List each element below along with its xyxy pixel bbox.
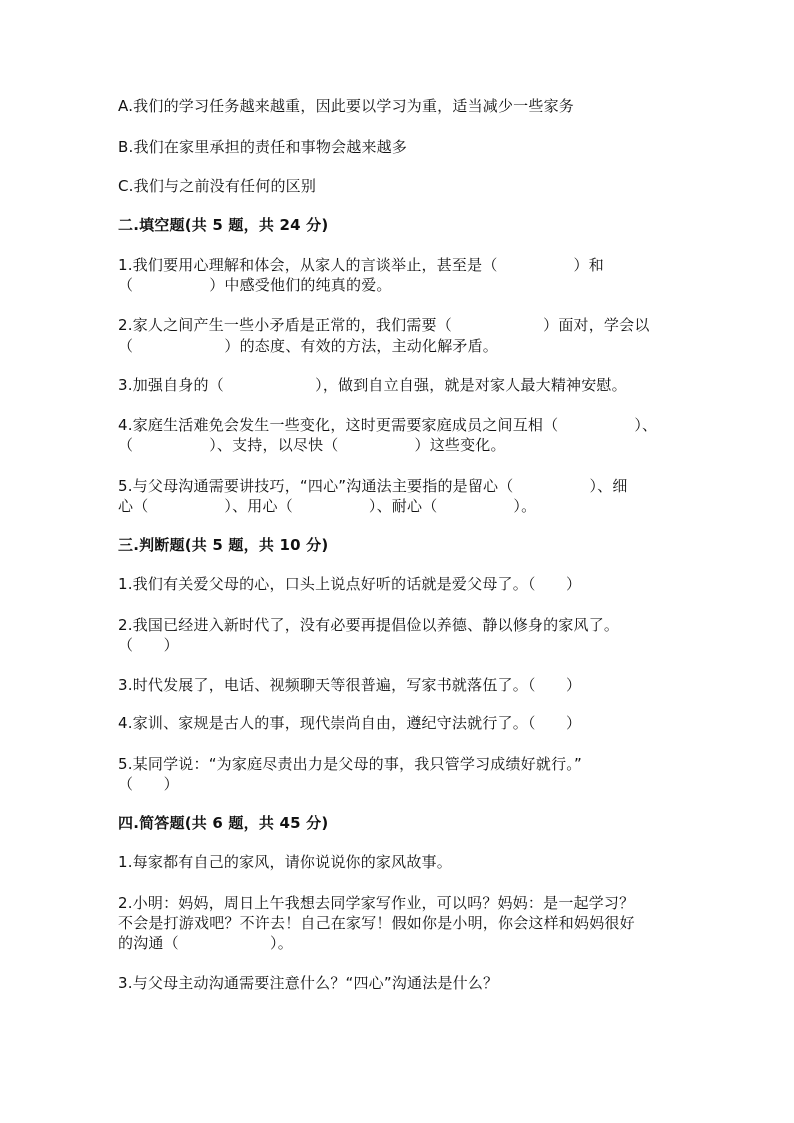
judge-q3: 3.时代发展了，电话、视频聊天等很普遍，写家书就落伍了。（ ） (118, 676, 582, 694)
fill-q1-line1: 1.我们要用心理解和体会，从家人的言谈举止，甚至是（ ）和 (118, 256, 604, 274)
short-q1: 1.每家都有自己的家风，请你说说你的家风故事。 (118, 853, 452, 871)
judge-q1: 1.我们有关爱父母的心，口头上说点好听的话就是爱父母了。（ ） (118, 575, 582, 593)
judge-q5-line2: （ ） (118, 775, 179, 793)
judge-q4: 4.家训、家规是古人的事，现代崇尚自由，遵纪守法就行了。（ ） (118, 714, 582, 732)
fill-q4-line2: （ ）、支持，以尽快（ ）这些变化。 (118, 436, 506, 454)
option-c: C.我们与之前没有任何的区别 (118, 177, 317, 195)
fill-q5-line1: 5.与父母沟通需要讲技巧，“四心”沟通法主要指的是留心（ ）、细 (118, 477, 628, 495)
section-4-title: 四.简答题(共 6 题，共 45 分) (118, 814, 329, 832)
section-3-title: 三.判断题(共 5 题，共 10 分) (118, 536, 329, 554)
judge-q2-line2: （ ） (118, 636, 179, 654)
fill-q5-line2: 心（ ）、用心（ ）、耐心（ ）。 (118, 497, 537, 515)
fill-q3: 3.加强自身的（ ），做到自立自强，就是对家人最大精神安慰。 (118, 376, 627, 394)
option-a: A.我们的学习任务越来越重，因此要以学习为重，适当减少一些家务 (118, 97, 574, 115)
judge-q5-line1: 5.某同学说：“为家庭尽责出力是父母的事，我只管学习成绩好就行。” (118, 755, 582, 773)
section-2-title: 二.填空题(共 5 题，共 24 分) (118, 216, 329, 234)
option-b: B.我们在家里承担的责任和事物会越来越多 (118, 138, 408, 156)
fill-q2-line1: 2.家人之间产生一些小矛盾是正常的，我们需要（ ）面对，学会以 (118, 316, 650, 334)
fill-q1-line2: （ ）中感受他们的纯真的爱。 (118, 276, 392, 294)
fill-q4-line1: 4.家庭生活难免会发生一些变化，这时更需要家庭成员之间互相（ ）、 (118, 416, 658, 434)
short-q2-line3: 的沟通（ ）。 (118, 934, 293, 952)
judge-q2-line1: 2.我国已经进入新时代了，没有必要再提倡俭以养德、静以修身的家风了。 (118, 616, 620, 634)
fill-q2-line2: （ ）的态度、有效的方法，主动化解矛盾。 (118, 337, 499, 355)
short-q2-line2: 不会是打游戏吧？不许去！自己在家写！假如你是小明，你会这样和妈妈很好 (118, 914, 635, 932)
short-q2-line1: 2.小明：妈妈，周日上午我想去同学家写作业，可以吗？妈妈：是一起学习？ (118, 894, 635, 912)
short-q3: 3.与父母主动沟通需要注意什么？“四心”沟通法是什么？ (118, 974, 499, 992)
